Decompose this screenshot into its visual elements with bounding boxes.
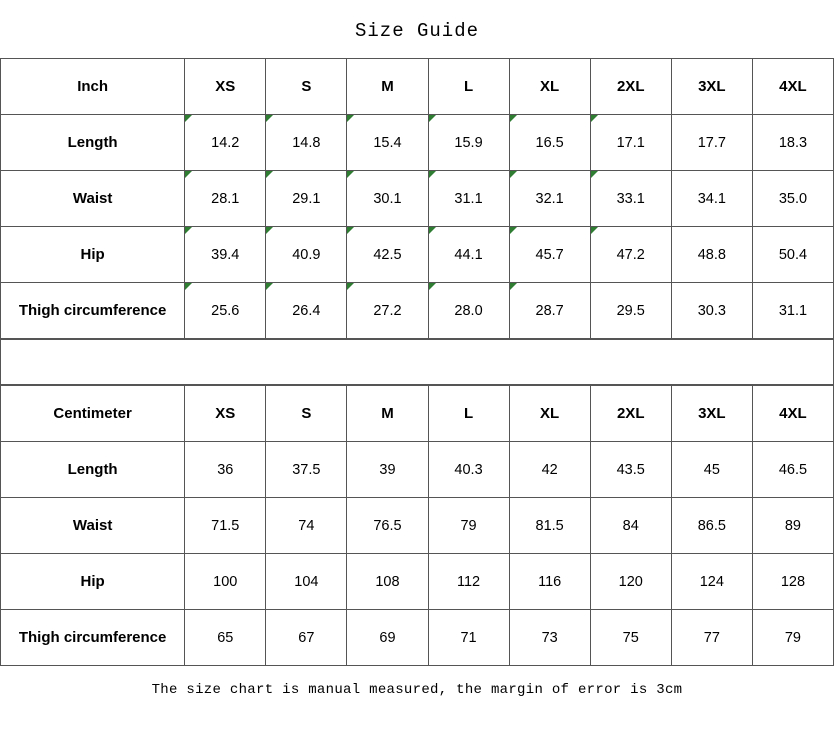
table-row [1, 610, 834, 666]
size-header: M [347, 59, 428, 115]
table-separator [0, 339, 834, 385]
table-cell: 30.1 [347, 171, 428, 227]
size-header: 3XL [671, 386, 752, 442]
table-cell: 65 [185, 610, 266, 666]
centimeter-size-table [0, 385, 834, 666]
table-cell: 124 [671, 554, 752, 610]
unit-label: Inch [1, 59, 185, 115]
row-label: Waist [1, 171, 185, 227]
table-cell: 34.1 [671, 171, 752, 227]
size-header: S [266, 386, 347, 442]
table-cell: 75 [590, 610, 671, 666]
table-cell: 17.1 [590, 115, 671, 171]
measurement-disclaimer: The size chart is manual measured, the margin of error is 3cm [151, 682, 683, 698]
table-cell: 79 [752, 610, 833, 666]
table-cell: 36 [185, 442, 266, 498]
table-cell: 67 [266, 610, 347, 666]
table-cell: 39.4 [185, 227, 266, 283]
inch-size-table [0, 58, 834, 339]
table-cell: 27.2 [347, 283, 428, 339]
table-row [1, 227, 834, 283]
size-header: XL [509, 59, 590, 115]
size-header: 2XL [590, 59, 671, 115]
size-header: L [428, 386, 509, 442]
table-row [1, 115, 834, 171]
table-cell: 29.5 [590, 283, 671, 339]
table-header-row [1, 386, 834, 442]
size-header: 2XL [590, 386, 671, 442]
table-cell: 15.9 [428, 115, 509, 171]
table-cell: 16.5 [509, 115, 590, 171]
size-header: 4XL [752, 386, 833, 442]
table-cell: 112 [428, 554, 509, 610]
table-cell: 73 [509, 610, 590, 666]
table-row [1, 554, 834, 610]
table-cell: 40.3 [428, 442, 509, 498]
row-label: Thigh circumference [1, 283, 185, 339]
row-label: Hip [1, 554, 185, 610]
size-header: 3XL [671, 59, 752, 115]
table-row [1, 442, 834, 498]
table-cell: 81.5 [509, 498, 590, 554]
table-cell: 100 [185, 554, 266, 610]
table-cell: 42.5 [347, 227, 428, 283]
size-header: L [428, 59, 509, 115]
table-cell: 25.6 [185, 283, 266, 339]
row-label: Waist [1, 498, 185, 554]
table-cell: 69 [347, 610, 428, 666]
table-cell: 76.5 [347, 498, 428, 554]
table-cell: 116 [509, 554, 590, 610]
size-header: XS [185, 59, 266, 115]
table-cell: 14.8 [266, 115, 347, 171]
table-cell: 35.0 [752, 171, 833, 227]
table-cell: 45.7 [509, 227, 590, 283]
table-cell: 77 [671, 610, 752, 666]
table-row [1, 171, 834, 227]
table-cell: 15.4 [347, 115, 428, 171]
table-cell: 43.5 [590, 442, 671, 498]
size-header: M [347, 386, 428, 442]
table-cell: 46.5 [752, 442, 833, 498]
table-cell: 17.7 [671, 115, 752, 171]
table-cell: 74 [266, 498, 347, 554]
size-header: XL [509, 386, 590, 442]
table-cell: 84 [590, 498, 671, 554]
table-cell: 37.5 [266, 442, 347, 498]
table-cell: 120 [590, 554, 671, 610]
table-cell: 32.1 [509, 171, 590, 227]
table-cell: 50.4 [752, 227, 833, 283]
table-cell: 28.1 [185, 171, 266, 227]
table-cell: 104 [266, 554, 347, 610]
page-title: Size Guide [354, 20, 480, 42]
table-cell: 39 [347, 442, 428, 498]
unit-label: Centimeter [1, 386, 185, 442]
table-cell: 40.9 [266, 227, 347, 283]
table-cell: 28.7 [509, 283, 590, 339]
table-cell: 14.2 [185, 115, 266, 171]
table-cell: 128 [752, 554, 833, 610]
table-cell: 44.1 [428, 227, 509, 283]
row-label: Length [1, 442, 185, 498]
table-header-row [1, 59, 834, 115]
table-cell: 33.1 [590, 171, 671, 227]
table-cell: 71 [428, 610, 509, 666]
table-cell: 31.1 [428, 171, 509, 227]
table-row [1, 283, 834, 339]
size-header: 4XL [752, 59, 833, 115]
table-cell: 86.5 [671, 498, 752, 554]
table-cell: 79 [428, 498, 509, 554]
table-cell: 18.3 [752, 115, 833, 171]
row-label: Length [1, 115, 185, 171]
table-cell: 45 [671, 442, 752, 498]
table-cell: 47.2 [590, 227, 671, 283]
table-cell: 31.1 [752, 283, 833, 339]
table-cell: 89 [752, 498, 833, 554]
table-cell: 29.1 [266, 171, 347, 227]
table-cell: 30.3 [671, 283, 752, 339]
table-cell: 48.8 [671, 227, 752, 283]
size-header: S [266, 59, 347, 115]
table-cell: 26.4 [266, 283, 347, 339]
size-header: XS [185, 386, 266, 442]
table-cell: 71.5 [185, 498, 266, 554]
table-cell: 108 [347, 554, 428, 610]
row-label: Hip [1, 227, 185, 283]
table-cell: 42 [509, 442, 590, 498]
row-label: Thigh circumference [1, 610, 185, 666]
table-row [1, 498, 834, 554]
table-cell: 28.0 [428, 283, 509, 339]
